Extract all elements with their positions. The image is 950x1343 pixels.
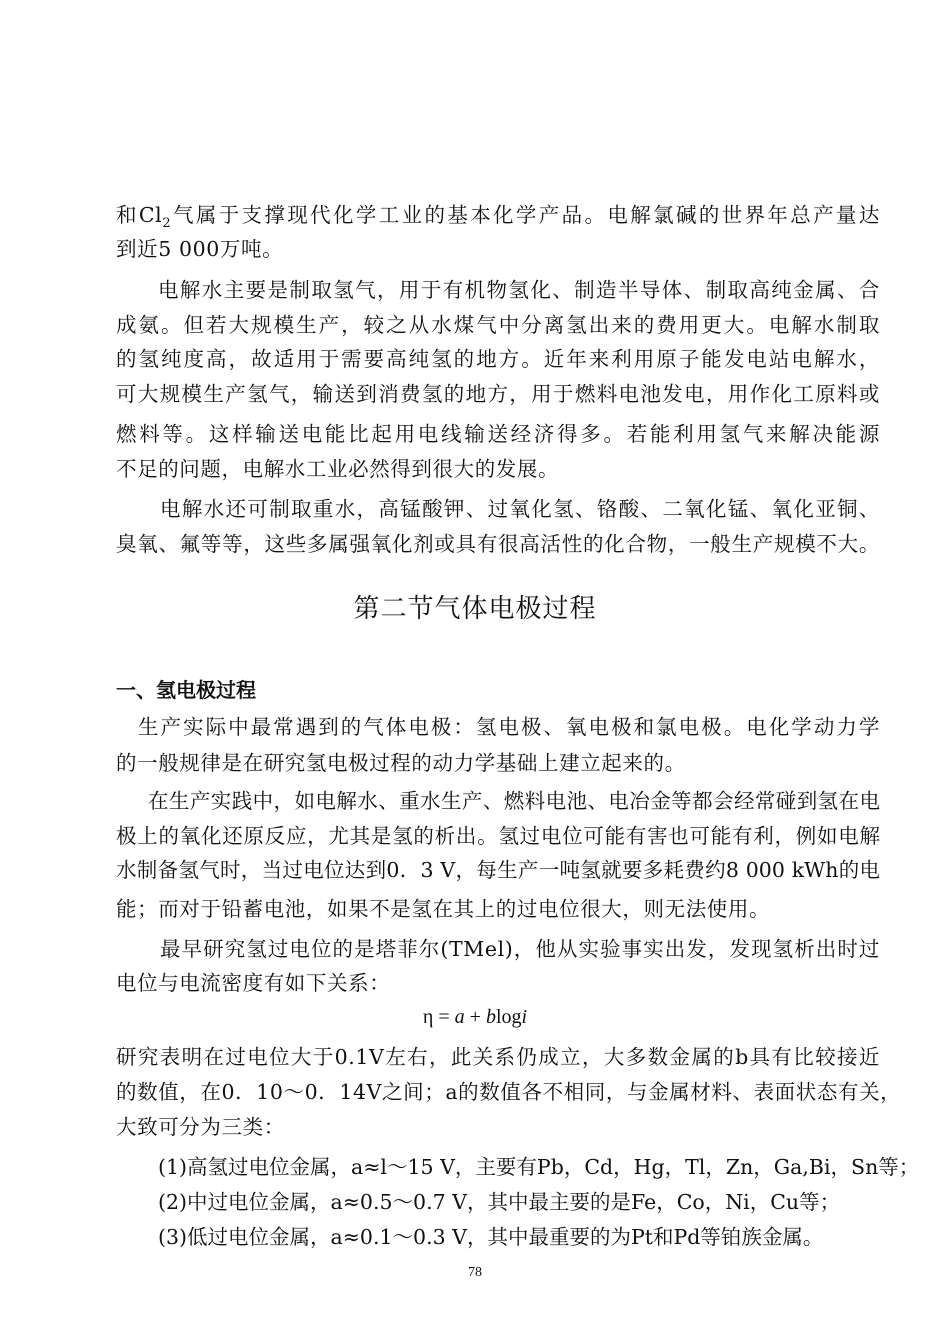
subheading: 一、氢电极过程 [116,678,256,702]
paragraph-line: 的一般规律是在研究氢电极过程的动力学基础上建立起来的。 [116,751,686,775]
paragraph-line: 不足的问题，电解水工业必然得到很大的发展。 [116,457,560,481]
paragraph-line: 电位与电流密度有如下关系： [116,971,391,995]
paragraph-line: 研究表明在过电位大于0.1V左右，此关系仍成立，大多数金属的b具有比较接近 [116,1045,880,1069]
paragraph-line: 在生产实践中，如电解水、重水生产、燃料电池、电冶金等都会经常碰到氢在电 [148,789,880,813]
formula-lhs: η = [422,1006,455,1028]
page-number: 78 [468,1265,482,1280]
formula-log: log [495,1006,522,1028]
list-item: (1)高氢过电位金属，a≈l～15 V，主要有Pb，Cd，Hg，Tl，Zn，Ga,Bi，Sn等； [158,1155,920,1179]
paragraph-line: 大致可分为三类： [116,1115,285,1139]
formula-b: b [485,1006,496,1028]
paragraph-line: 的氢纯度高，故适用于需要高纯氢的地方。近年来利用原子能发电站电解水， [116,347,880,371]
paragraph-line: 最早研究氢过电位的是塔菲尔(TMel)，他从实验事实出发，发现氢析出时过 [160,937,880,961]
paragraph-line: 燃料等。这样输送电能比起用电线输送经济得多。若能利用氢气来解决能源 [116,422,880,446]
formula-a: a [454,1006,465,1028]
paragraph-line: 电解水主要是制取氢气，用于有机物氢化、制造半导体、制取高纯金属、合 [158,278,880,302]
paragraph-line [116,201,880,229]
paragraph-line: 到近5 000万吨。 [116,237,284,261]
text-run: 气属于支撑现代化学工业的基本化学产品。电解氯碱的世界年总产量达 [171,203,880,227]
paragraph-line: 的数值，在0．10～0．14V之间；a的数值各不相同，与金属材料、表面状态有关， [116,1080,902,1104]
formula-plus: + [464,1006,486,1028]
paragraph-line: 电解水还可制取重水，高锰酸钾、过氧化氢、铬酸、二氧化锰、氧化亚铜、 [160,497,880,521]
list-item: (2)中过电位金属，a≈0.5～0.7 V，其中最主要的是Fe，Co，Ni，Cu等； [158,1190,841,1214]
formula-i: i [521,1006,528,1028]
paragraph-line: 能；而对于铅蓄电池，如果不是氢在其上的过电位很大，则无法使用。 [116,897,771,921]
paragraph-line: 极上的氧化还原反应，尤其是氢的析出。氢过电位可能有害也可能有利，例如电解 [116,824,880,848]
paragraph-line: 生产实际中最常遇到的气体电极：氢电极、氧电极和氯电极。电化学动力学 [138,715,880,739]
formula [0,1003,950,1031]
section-title: 第二节气体电极过程 [353,594,597,624]
list-item: (3)低过电位金属，a≈0.1～0.3 V，其中最重要的为Pt和Pd等铂族金属。 [158,1225,824,1249]
paragraph-line: 可大规模生产氢气，输送到消费氢的地方，用于燃料电池发电，用作化工原料或 [116,382,880,406]
subscript: 2 [162,216,172,231]
paragraph-line: 臭氧、氟等等，这些多属强氧化剂或具有很高活性的化合物，一般生产规模不大。 [116,532,880,556]
paragraph-line: 成氨。但若大规模生产，较之从水煤气中分离氢出来的费用更大。电解水制取 [116,313,880,337]
text-run: 和Cl [116,203,163,227]
paragraph-line: 水制备氢气时，当过电位达到0．3 V，每生产一吨氢就要多耗费约8 000 kWh的电 [116,858,880,882]
